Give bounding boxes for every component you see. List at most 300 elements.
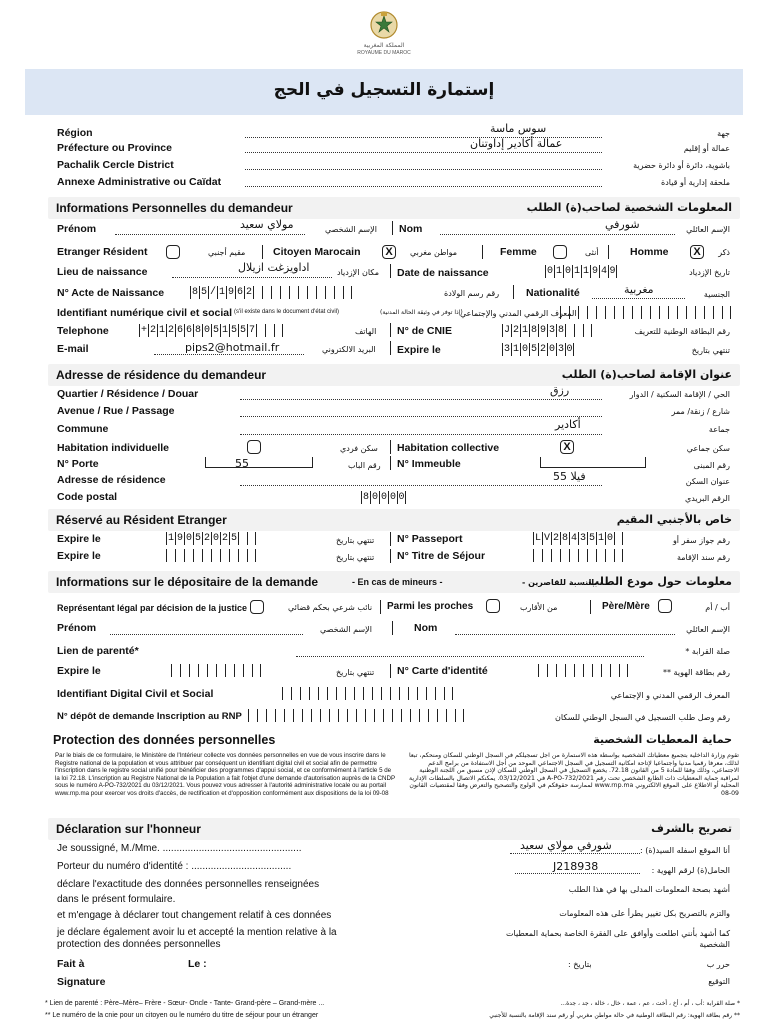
char-cell[interactable] <box>354 687 363 700</box>
char-cell[interactable] <box>238 532 247 545</box>
prefecture-label-ar: عمالة أو إقليم <box>683 144 730 153</box>
char-cell[interactable] <box>284 709 293 722</box>
carte-label-ar: رقم بطاقة الهوية ** <box>663 668 730 677</box>
char-cell[interactable] <box>401 709 410 722</box>
decl-id-field[interactable] <box>515 864 640 874</box>
commune-label: Commune <box>57 423 109 435</box>
foreign-expire1-label: Expire le <box>57 533 101 545</box>
char-cell[interactable]: 1 <box>512 344 519 355</box>
char-cell[interactable]: J <box>503 325 510 336</box>
annexe-label: Annexe Administrative ou Caïdat <box>57 176 222 188</box>
char-cell[interactable]: 0 <box>203 325 210 336</box>
char-cell[interactable]: 5 <box>194 533 201 544</box>
char-cell[interactable]: 5 <box>230 325 237 336</box>
expire-label-ar: تنتهي بتاريخ <box>691 346 730 355</box>
date-naissance-cells[interactable] <box>545 265 617 278</box>
char-cell[interactable] <box>220 549 229 562</box>
char-cell[interactable] <box>374 709 383 722</box>
separator <box>513 285 514 299</box>
char-cell[interactable] <box>419 709 428 722</box>
prenom-label: Prénom <box>57 223 97 235</box>
char-cell[interactable] <box>365 709 374 722</box>
foreign-section-title-ar: خاص بالأجنبي المقيم <box>616 513 732 526</box>
dep-expire-cells[interactable] <box>171 664 261 677</box>
char-cell[interactable]: 2 <box>539 344 546 355</box>
char-cell[interactable]: L <box>534 533 541 544</box>
char-cell[interactable] <box>614 549 623 562</box>
char-cell[interactable] <box>345 687 354 700</box>
declaration-section-title: Déclaration sur l'honneur <box>56 822 201 836</box>
char-cell[interactable] <box>560 549 569 562</box>
char-cell[interactable] <box>253 286 262 299</box>
char-cell[interactable] <box>329 709 338 722</box>
separator <box>390 440 391 454</box>
prefecture-value: عمالة أكادير إداوتنان <box>470 137 563 150</box>
char-cell[interactable] <box>229 549 238 562</box>
signature-label-ar: التوقيع <box>708 977 730 986</box>
char-cell[interactable] <box>399 687 408 700</box>
char-cell[interactable]: 1 <box>158 325 165 336</box>
char-cell[interactable] <box>583 664 592 677</box>
protection-section-title-ar: حماية المعطيات الشخصية <box>593 733 732 746</box>
char-cell[interactable] <box>247 549 256 562</box>
char-cell[interactable]: 0 <box>546 266 553 277</box>
char-cell[interactable] <box>363 687 372 700</box>
char-cell[interactable] <box>565 664 574 677</box>
code-cells[interactable] <box>361 491 406 504</box>
char-cell[interactable]: 2 <box>245 287 252 298</box>
hab-col-label: Habitation collective <box>397 442 500 454</box>
protection-section-title: Protection des données personnelles <box>53 733 276 747</box>
commune-field[interactable] <box>240 425 602 435</box>
char-cell[interactable] <box>610 664 619 677</box>
char-cell[interactable] <box>248 709 257 722</box>
char-cell[interactable] <box>243 664 252 677</box>
char-cell[interactable]: 2 <box>512 325 519 336</box>
char-cell[interactable] <box>614 306 623 319</box>
char-cell[interactable]: 8 <box>191 287 198 298</box>
char-cell[interactable] <box>175 549 184 562</box>
footnote-2: ** Le numéro de la cnie pour un citoyen ou le numéro du titre de séjour pour un étranger <box>45 1012 319 1019</box>
annexe-label-ar: ملحقة إدارية أو قيادة <box>661 178 730 187</box>
immeuble-field[interactable] <box>540 457 646 468</box>
char-cell[interactable] <box>202 549 211 562</box>
char-cell[interactable] <box>650 306 659 319</box>
separator <box>608 245 609 259</box>
char-cell[interactable]: 0 <box>185 533 192 544</box>
char-cell[interactable]: 2 <box>552 533 559 544</box>
char-cell[interactable]: 3 <box>548 325 555 336</box>
char-cell[interactable] <box>225 664 234 677</box>
char-cell[interactable] <box>551 549 560 562</box>
lien-label-ar: صلة القرابة * <box>685 647 730 656</box>
char-cell[interactable] <box>704 306 713 319</box>
code-label-ar: الرقم البريدي <box>685 494 730 503</box>
char-cell[interactable] <box>207 664 216 677</box>
decl-name-field[interactable] <box>510 844 640 854</box>
char-cell[interactable] <box>668 306 677 319</box>
char-cell[interactable] <box>171 664 180 677</box>
char-cell[interactable] <box>560 306 569 319</box>
char-cell[interactable] <box>298 286 307 299</box>
char-cell[interactable] <box>262 286 271 299</box>
titre-cells[interactable] <box>533 549 623 562</box>
char-cell[interactable]: 6 <box>236 287 243 298</box>
char-cell[interactable]: 9 <box>227 287 234 298</box>
char-cell[interactable] <box>325 286 334 299</box>
char-cell[interactable] <box>417 687 426 700</box>
char-cell[interactable]: 0 <box>548 344 555 355</box>
char-cell[interactable]: 5 <box>530 344 537 355</box>
char-cell[interactable] <box>596 549 605 562</box>
acte-cells[interactable] <box>190 286 352 299</box>
email-value: pips2@hotmail.fr <box>185 341 280 354</box>
foreign-expire2-cells[interactable] <box>166 549 256 562</box>
carte-cells[interactable] <box>538 664 628 677</box>
address-section-title-ar: عنوان الإقامة لصاحب(ة) الطلب <box>561 368 732 381</box>
commune-label-ar: جماعة <box>708 425 730 434</box>
char-cell[interactable]: 0 <box>212 533 219 544</box>
char-cell[interactable] <box>614 532 623 545</box>
hab-col-checkbox[interactable]: X <box>560 440 574 454</box>
char-cell[interactable] <box>293 709 302 722</box>
separator <box>390 664 391 678</box>
char-cell[interactable] <box>601 664 610 677</box>
lien-field[interactable] <box>296 647 644 657</box>
char-cell[interactable]: 0 <box>521 344 528 355</box>
char-cell[interactable]: 8 <box>557 325 564 336</box>
char-cell[interactable] <box>291 687 300 700</box>
char-cell[interactable]: 9 <box>591 266 598 277</box>
char-cell[interactable] <box>677 306 686 319</box>
char-cell[interactable] <box>605 549 614 562</box>
char-cell[interactable]: 4 <box>570 533 577 544</box>
char-cell[interactable] <box>574 324 583 337</box>
homme-label-ar: ذكر <box>718 248 730 257</box>
char-cell[interactable] <box>274 324 283 337</box>
char-cell[interactable] <box>300 687 309 700</box>
lien-label: Lien de parenté* <box>57 645 139 657</box>
char-cell[interactable]: 5 <box>230 533 237 544</box>
char-cell[interactable]: 1 <box>573 266 580 277</box>
hab-ind-checkbox[interactable] <box>247 440 261 454</box>
avenue-field[interactable] <box>240 407 602 417</box>
char-cell[interactable] <box>311 709 320 722</box>
cnie-label: N° de CNIE <box>397 325 452 337</box>
char-cell[interactable] <box>569 306 578 319</box>
char-cell[interactable] <box>216 664 225 677</box>
char-cell[interactable]: 3 <box>579 533 586 544</box>
char-cell[interactable] <box>392 709 401 722</box>
decl-line5: je déclare également avoir lu et accepté la mention relative à la <box>57 927 337 938</box>
depositor-section-subtitle-ar: - بالنسبة للقاصرين - <box>522 578 604 587</box>
char-cell[interactable] <box>619 664 628 677</box>
char-cell[interactable]: 2 <box>149 325 156 336</box>
char-cell[interactable] <box>198 664 207 677</box>
char-cell[interactable] <box>271 286 280 299</box>
char-cell[interactable] <box>266 709 275 722</box>
char-cell[interactable]: 4 <box>600 266 607 277</box>
pere-checkbox[interactable] <box>658 599 672 613</box>
char-cell[interactable]: 8 <box>194 325 201 336</box>
char-cell[interactable] <box>659 306 668 319</box>
rnp-label-ar: رقم وصل طلب التسجيل في السجل الوطني للسكان <box>555 713 730 722</box>
expire-label: Expire le <box>397 344 441 356</box>
decl-line1: Je soussigné, M./Mme. .................................................. <box>57 843 302 854</box>
char-cell[interactable] <box>574 664 583 677</box>
fait-label: Fait à <box>57 958 85 970</box>
char-cell[interactable]: 2 <box>221 533 228 544</box>
char-cell[interactable]: 8 <box>530 325 537 336</box>
dep-prenom-label: Prénom <box>57 622 97 634</box>
char-cell[interactable] <box>282 687 291 700</box>
char-cell[interactable]: 3 <box>503 344 510 355</box>
foreign-expire1-cells[interactable] <box>166 532 256 545</box>
char-cell[interactable] <box>587 549 596 562</box>
char-cell[interactable] <box>347 709 356 722</box>
decl-line2: Porteur du numéro d'identité : .................................... <box>57 861 292 872</box>
email-label-ar: البريد الالكتروني <box>322 345 376 354</box>
char-cell[interactable]: 3 <box>557 344 564 355</box>
char-cell[interactable] <box>722 306 731 319</box>
char-cell[interactable] <box>408 687 417 700</box>
char-cell[interactable] <box>289 286 298 299</box>
region-label: Région <box>57 127 93 139</box>
char-cell[interactable] <box>318 687 327 700</box>
separator <box>390 323 391 337</box>
depositor-section-title: Informations sur le dépositaire de la demande <box>56 575 319 589</box>
char-cell[interactable] <box>695 306 704 319</box>
prefecture-label: Préfecture ou Province <box>57 142 172 154</box>
separator <box>262 245 263 259</box>
nom-field[interactable] <box>440 225 675 235</box>
char-cell[interactable]: 1 <box>167 533 174 544</box>
char-cell[interactable]: 5 <box>200 287 207 298</box>
date-label-ar: بتاريخ : <box>568 960 592 969</box>
char-cell[interactable]: 1 <box>218 287 225 298</box>
rep-checkbox[interactable] <box>250 600 264 614</box>
char-cell[interactable]: 1 <box>521 325 528 336</box>
decl-line3-ar: أشهد بصحة المعلومات المدلى بها في هذا الطلب <box>568 885 730 894</box>
annexe-field[interactable] <box>245 177 602 187</box>
separator <box>390 341 391 355</box>
char-cell[interactable]: + <box>140 325 147 336</box>
quartier-value: رزق <box>550 384 570 397</box>
char-cell[interactable] <box>180 664 189 677</box>
char-cell[interactable] <box>444 687 453 700</box>
char-cell[interactable] <box>569 549 578 562</box>
rep-label-ar: نائب شرعي بحكم قضائي <box>288 603 373 612</box>
decl-name-value: شورفي مولاي سعيد <box>520 839 612 852</box>
proches-checkbox[interactable] <box>486 599 500 613</box>
char-cell[interactable] <box>426 687 435 700</box>
char-cell[interactable]: 2 <box>203 533 210 544</box>
char-cell[interactable] <box>257 709 266 722</box>
char-cell[interactable] <box>256 324 265 337</box>
char-cell[interactable] <box>381 687 390 700</box>
code-label: Code postal <box>57 491 118 503</box>
char-cell[interactable] <box>211 549 220 562</box>
char-cell[interactable] <box>356 709 365 722</box>
char-cell[interactable]: 0 <box>564 266 571 277</box>
etranger-checkbox[interactable] <box>166 245 180 259</box>
char-cell[interactable] <box>265 324 274 337</box>
char-cell[interactable] <box>632 306 641 319</box>
char-cell[interactable] <box>336 687 345 700</box>
pere-label-ar: أب / أم <box>705 603 730 612</box>
char-cell[interactable]: 0 <box>371 492 378 503</box>
char-cell[interactable] <box>193 549 202 562</box>
pachalik-field[interactable] <box>245 160 602 170</box>
cnie-cells[interactable] <box>502 324 592 337</box>
citoyen-label: Citoyen Marocain <box>273 246 361 258</box>
char-cell[interactable] <box>320 709 329 722</box>
char-cell[interactable]: 2 <box>167 325 174 336</box>
char-cell[interactable]: 6 <box>176 325 183 336</box>
char-cell[interactable]: 6 <box>185 325 192 336</box>
char-cell[interactable]: 7 <box>248 325 255 336</box>
char-cell[interactable] <box>605 306 614 319</box>
char-cell[interactable] <box>538 664 547 677</box>
prenom-label-ar: الإسم الشخصي <box>325 225 377 234</box>
char-cell[interactable] <box>578 306 587 319</box>
char-cell[interactable] <box>435 687 444 700</box>
char-cell[interactable] <box>592 664 601 677</box>
idnum-cells[interactable] <box>560 306 731 319</box>
dep-nom-field[interactable] <box>455 625 675 635</box>
char-cell[interactable] <box>446 709 455 722</box>
idnum-label: Identifiant numérique civil et social <box>57 307 233 319</box>
telephone-label-ar: الهاتف <box>355 327 377 336</box>
char-cell[interactable]: 9 <box>176 533 183 544</box>
char-cell[interactable] <box>596 306 605 319</box>
char-cell[interactable] <box>565 324 574 337</box>
char-cell[interactable] <box>641 306 650 319</box>
rnp-cells[interactable] <box>248 709 464 722</box>
decl-line4: et m'engage à déclarer tout changement relatif à ces données <box>57 910 332 921</box>
char-cell[interactable] <box>234 664 243 677</box>
separator <box>390 549 391 563</box>
char-cell[interactable]: 0 <box>566 344 573 355</box>
passeport-cells[interactable] <box>533 532 623 545</box>
char-cell[interactable]: 5 <box>588 533 595 544</box>
char-cell[interactable] <box>542 549 551 562</box>
char-cell[interactable] <box>280 286 289 299</box>
telephone-cells[interactable] <box>139 324 283 337</box>
pere-label: Père/Mère <box>602 601 650 612</box>
char-cell[interactable]: 1 <box>221 325 228 336</box>
citoyen-label-ar: مواطن مغربي <box>410 248 458 257</box>
char-cell[interactable] <box>252 664 261 677</box>
char-cell[interactable] <box>302 709 311 722</box>
char-cell[interactable] <box>547 664 556 677</box>
decl-line1-ar: أنا الموقع اسفله السيد(ة) : <box>639 846 730 855</box>
porte-field[interactable] <box>205 457 313 468</box>
char-cell[interactable] <box>583 324 592 337</box>
char-cell[interactable] <box>238 549 247 562</box>
char-cell[interactable]: V <box>543 533 550 544</box>
char-cell[interactable] <box>316 286 325 299</box>
char-cell[interactable]: 0 <box>606 533 613 544</box>
passeport-label-ar: رقم جواز سفر أو <box>672 536 730 545</box>
char-cell[interactable] <box>455 709 464 722</box>
char-cell[interactable] <box>338 709 347 722</box>
porte-value: 55 <box>235 457 249 470</box>
char-cell[interactable]: 8 <box>561 533 568 544</box>
dep-idnum-cells[interactable] <box>282 687 453 700</box>
char-cell[interactable]: 0 <box>389 492 396 503</box>
char-cell[interactable]: / <box>209 287 216 298</box>
char-cell[interactable] <box>713 306 722 319</box>
char-cell[interactable]: 5 <box>239 325 246 336</box>
char-cell[interactable] <box>578 549 587 562</box>
char-cell[interactable] <box>437 709 446 722</box>
char-cell[interactable] <box>390 687 399 700</box>
footnote-1: * Lien de parenté : Père–Mère– Frère - Sœur- Oncle - Tante- Grand-père – Grand-mère ... <box>45 1000 325 1007</box>
char-cell[interactable]: 1 <box>597 533 604 544</box>
char-cell[interactable] <box>275 709 284 722</box>
idnum-note: (s'il existe dans le document d'état civil) <box>234 309 340 315</box>
char-cell[interactable] <box>556 664 565 677</box>
char-cell[interactable] <box>383 709 392 722</box>
dep-nom-label-ar: الإسم العائلي <box>686 625 730 634</box>
char-cell[interactable] <box>307 286 316 299</box>
dep-prenom-field[interactable] <box>110 625 303 635</box>
char-cell[interactable] <box>587 306 596 319</box>
char-cell[interactable] <box>166 549 175 562</box>
char-cell[interactable] <box>428 709 437 722</box>
adresse-label: Adresse de résidence <box>57 474 166 486</box>
char-cell[interactable]: 1 <box>582 266 589 277</box>
char-cell[interactable] <box>623 306 632 319</box>
char-cell[interactable]: 1 <box>555 266 562 277</box>
char-cell[interactable]: 9 <box>609 266 616 277</box>
char-cell[interactable]: 8 <box>362 492 369 503</box>
femme-checkbox[interactable] <box>553 245 567 259</box>
char-cell[interactable]: 0 <box>398 492 405 503</box>
char-cell[interactable]: 0 <box>380 492 387 503</box>
nationalite-value: مغربية <box>624 283 654 296</box>
char-cell[interactable] <box>372 687 381 700</box>
char-cell[interactable] <box>533 549 542 562</box>
adresse-field[interactable] <box>240 476 602 486</box>
char-cell[interactable] <box>184 549 193 562</box>
char-cell[interactable] <box>309 687 318 700</box>
quartier-field[interactable] <box>240 390 602 400</box>
dep-expire-label-ar: تنتهي بتاريخ <box>336 668 375 677</box>
char-cell[interactable] <box>334 286 343 299</box>
homme-checkbox[interactable]: X <box>690 245 704 259</box>
char-cell[interactable] <box>247 532 256 545</box>
avenue-label-ar: شارع / زنقة/ ممر <box>671 407 730 416</box>
char-cell[interactable] <box>343 286 352 299</box>
date-naissance-label: Date de naissance <box>397 267 489 279</box>
char-cell[interactable] <box>686 306 695 319</box>
expire-cells[interactable] <box>502 343 574 356</box>
decl-line5b: protection des données personnelles <box>57 939 221 950</box>
telephone-label: Telephone <box>57 325 109 337</box>
citoyen-checkbox[interactable]: X <box>382 245 396 259</box>
decl-line3b: dans le présent formulaire. <box>57 894 176 905</box>
adresse-value: فيلا 55 <box>553 470 586 483</box>
region-value: سوس ماسة <box>490 122 547 135</box>
char-cell[interactable] <box>189 664 198 677</box>
char-cell[interactable] <box>410 709 419 722</box>
char-cell[interactable]: 9 <box>539 325 546 336</box>
char-cell[interactable] <box>327 687 336 700</box>
char-cell[interactable]: 5 <box>212 325 219 336</box>
quartier-label: Quartier / Résidence / Douar <box>57 388 199 400</box>
